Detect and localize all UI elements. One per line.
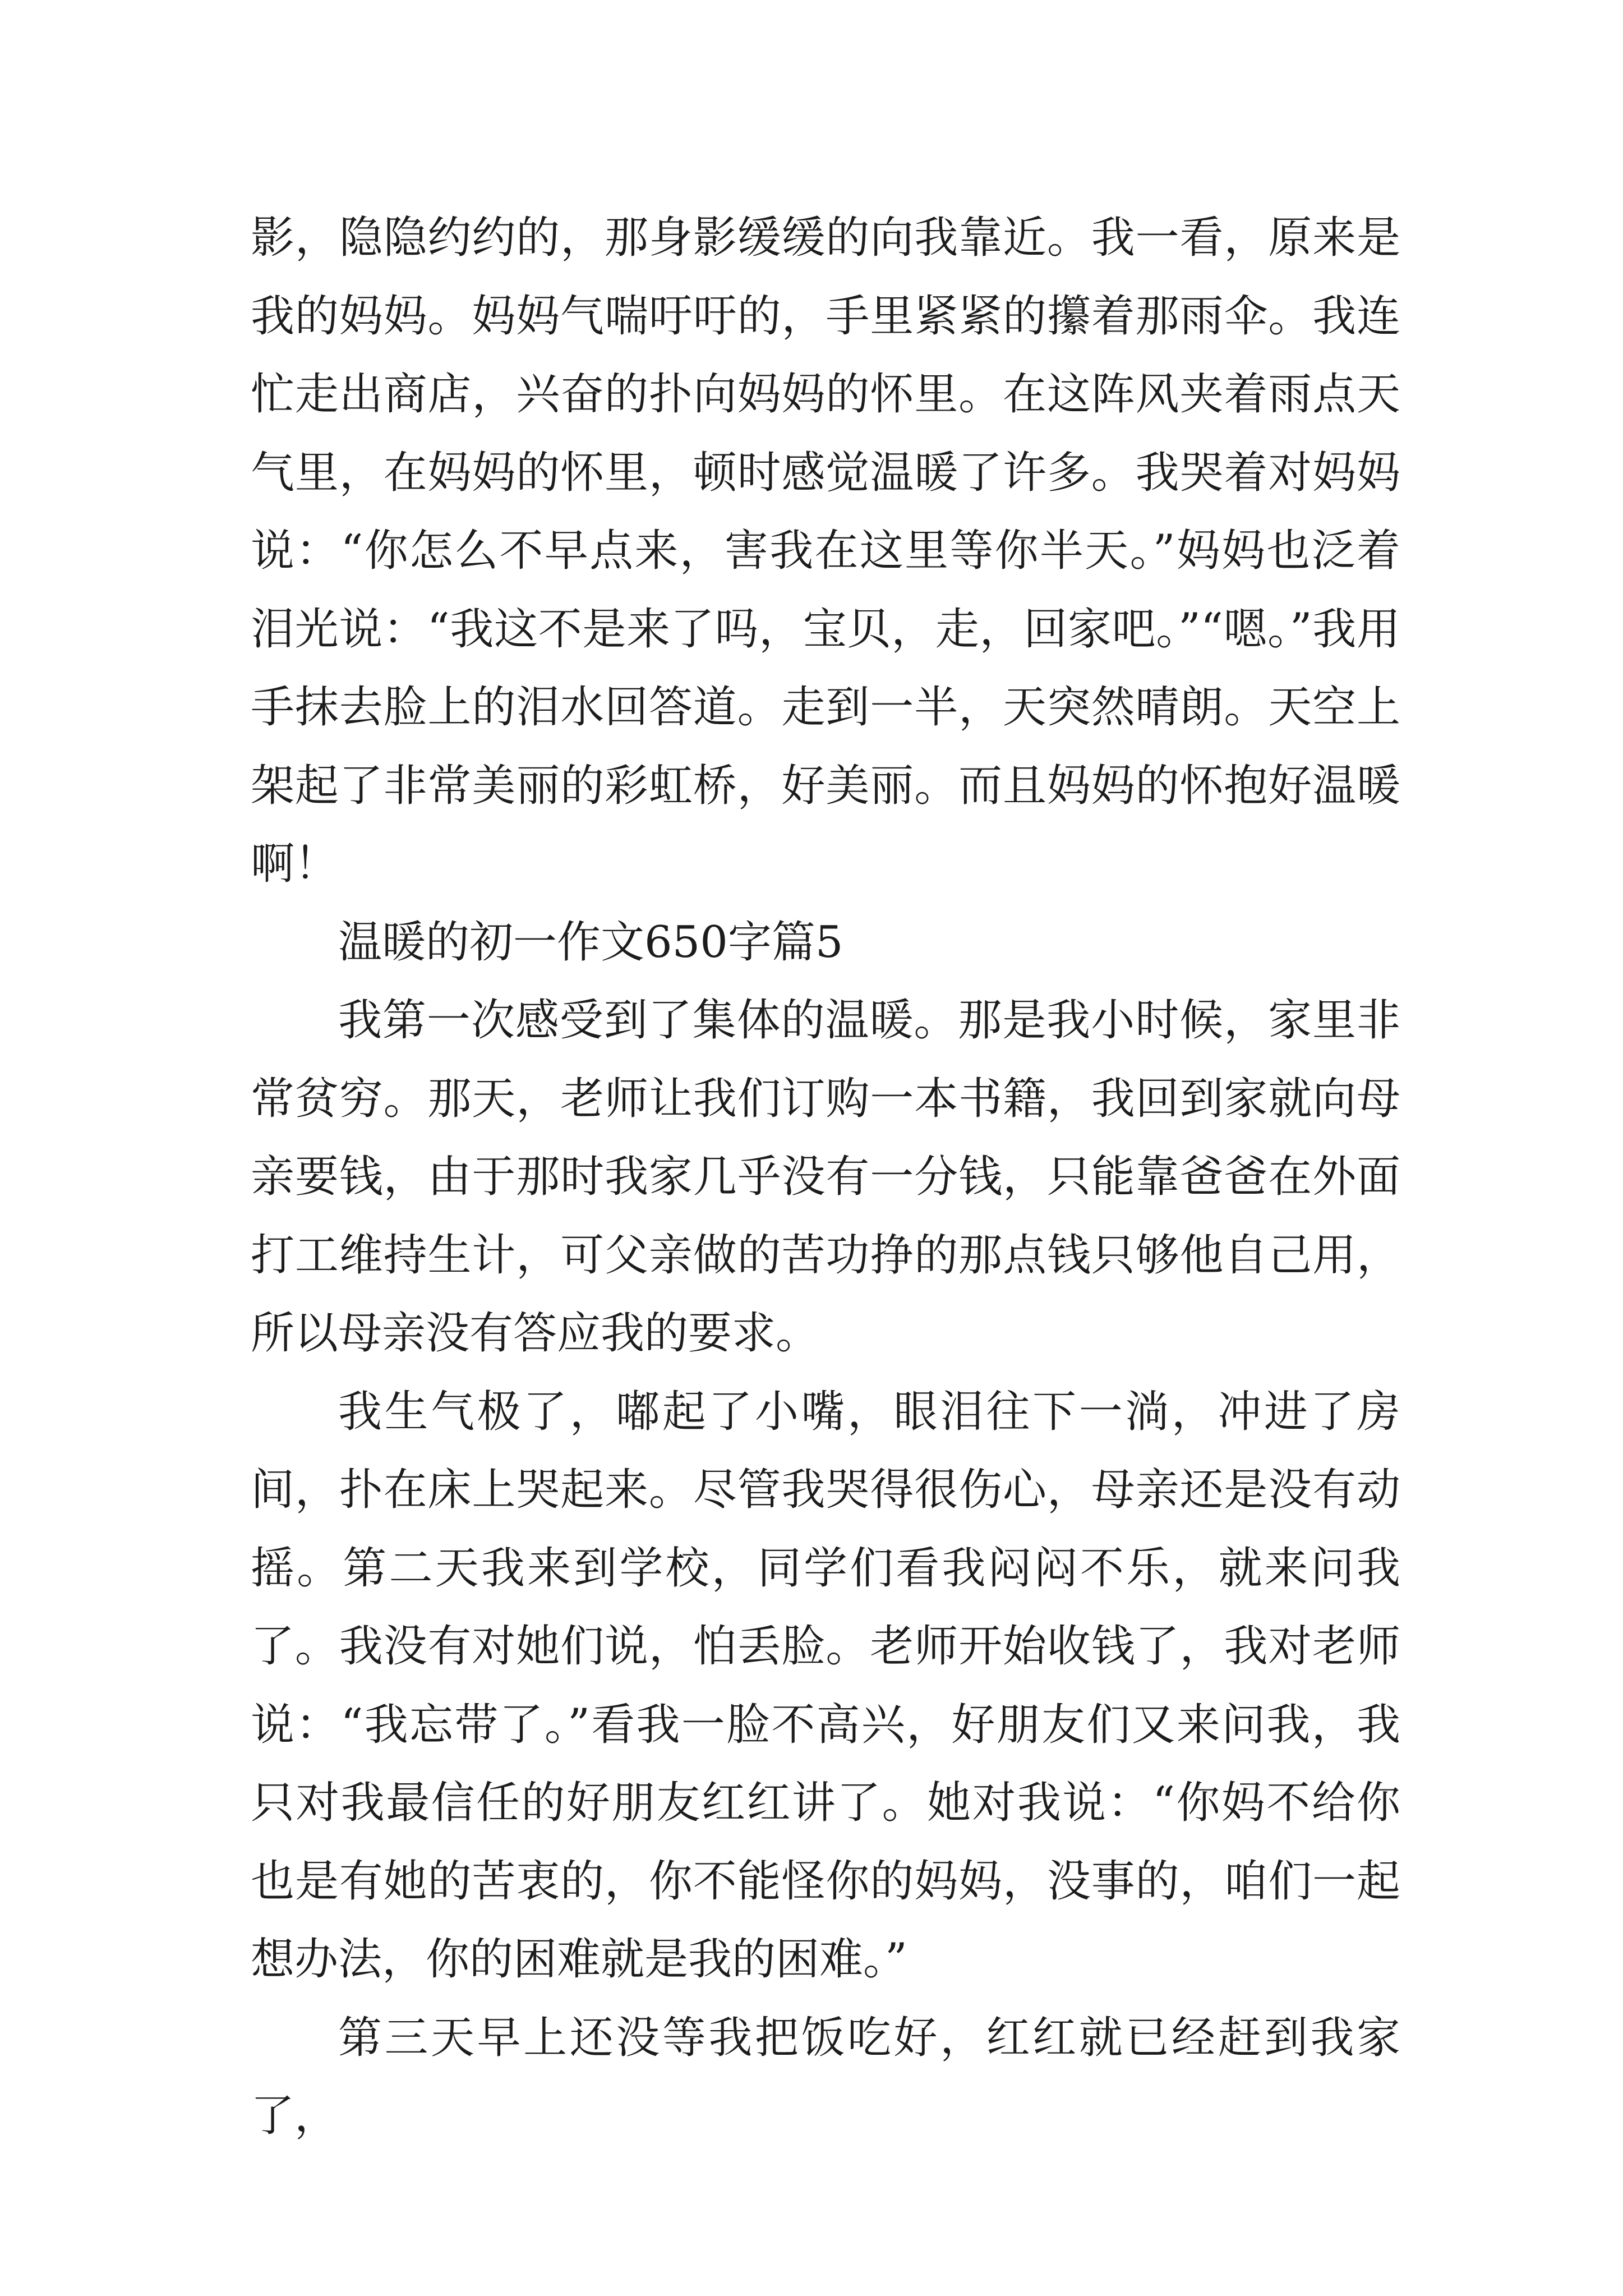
section-heading: 温暖的初一作文650字篇5 — [338, 917, 843, 968]
paragraph-continued: 影，隐隐约约的，那身影缓缓的向我靠近。我一看，原来是我的妈妈。妈妈气喘吁吁的，手里紧紧的攥着那雨伞。我连忙走出商店，兴奋的扑向妈妈的怀里。在这阵风夹着雨点天气里，在妈妈的怀里，顿时感觉温暖了许多。我哭着对妈妈说：“你怎么不早点来，害我在这里等你半天。”妈妈也泛着泪光说：“我这不是来了吗，宝贝，走，回家吧。”“嗯。”我用手抹去脸上的泪水回答道。走到一半，天突然晴朗。天空上架起了非常美丽的彩虹桥，好美丽。而且妈妈的怀抱好温暖啊！ — [251, 213, 1400, 889]
document-body — [251, 199, 1400, 2156]
paragraph: 我生气极了，嘟起了小嘴，眼泪往下一淌，冲进了房间，扑在床上哭起来。尽管我哭得很伤心，母亲还是没有动摇。第二天我来到学校，同学们看我闷闷不乐，就来问我了。我没有对她们说，怕丢脸。老师开始收钱了，我对老师说：“我忘带了。”看我一脸不高兴，好朋友们又来问我，我只对我最信任的好朋友红红讲了。她对我说：“你妈不给你也是有她的苦衷的，你不能怪你的妈妈，没事的，咱们一起想办法，你的困难就是我的困难。” — [251, 1386, 1400, 1985]
paragraph: 第三天早上还没等我把饭吃好，红红就已经赶到我家了， — [251, 2012, 1400, 2141]
paragraph: 我第一次感受到了集体的温暖。那是我小时候，家里非常贫穷。那天，老师让我们订购一本书籍，我回到家就向母亲要钱，由于那时我家几乎没有一分钱，只能靠爸爸在外面打工维持生计，可父亲做的苦功挣的那点钱只够他自己用，所以母亲没有答应我的要求。 — [251, 995, 1400, 1359]
